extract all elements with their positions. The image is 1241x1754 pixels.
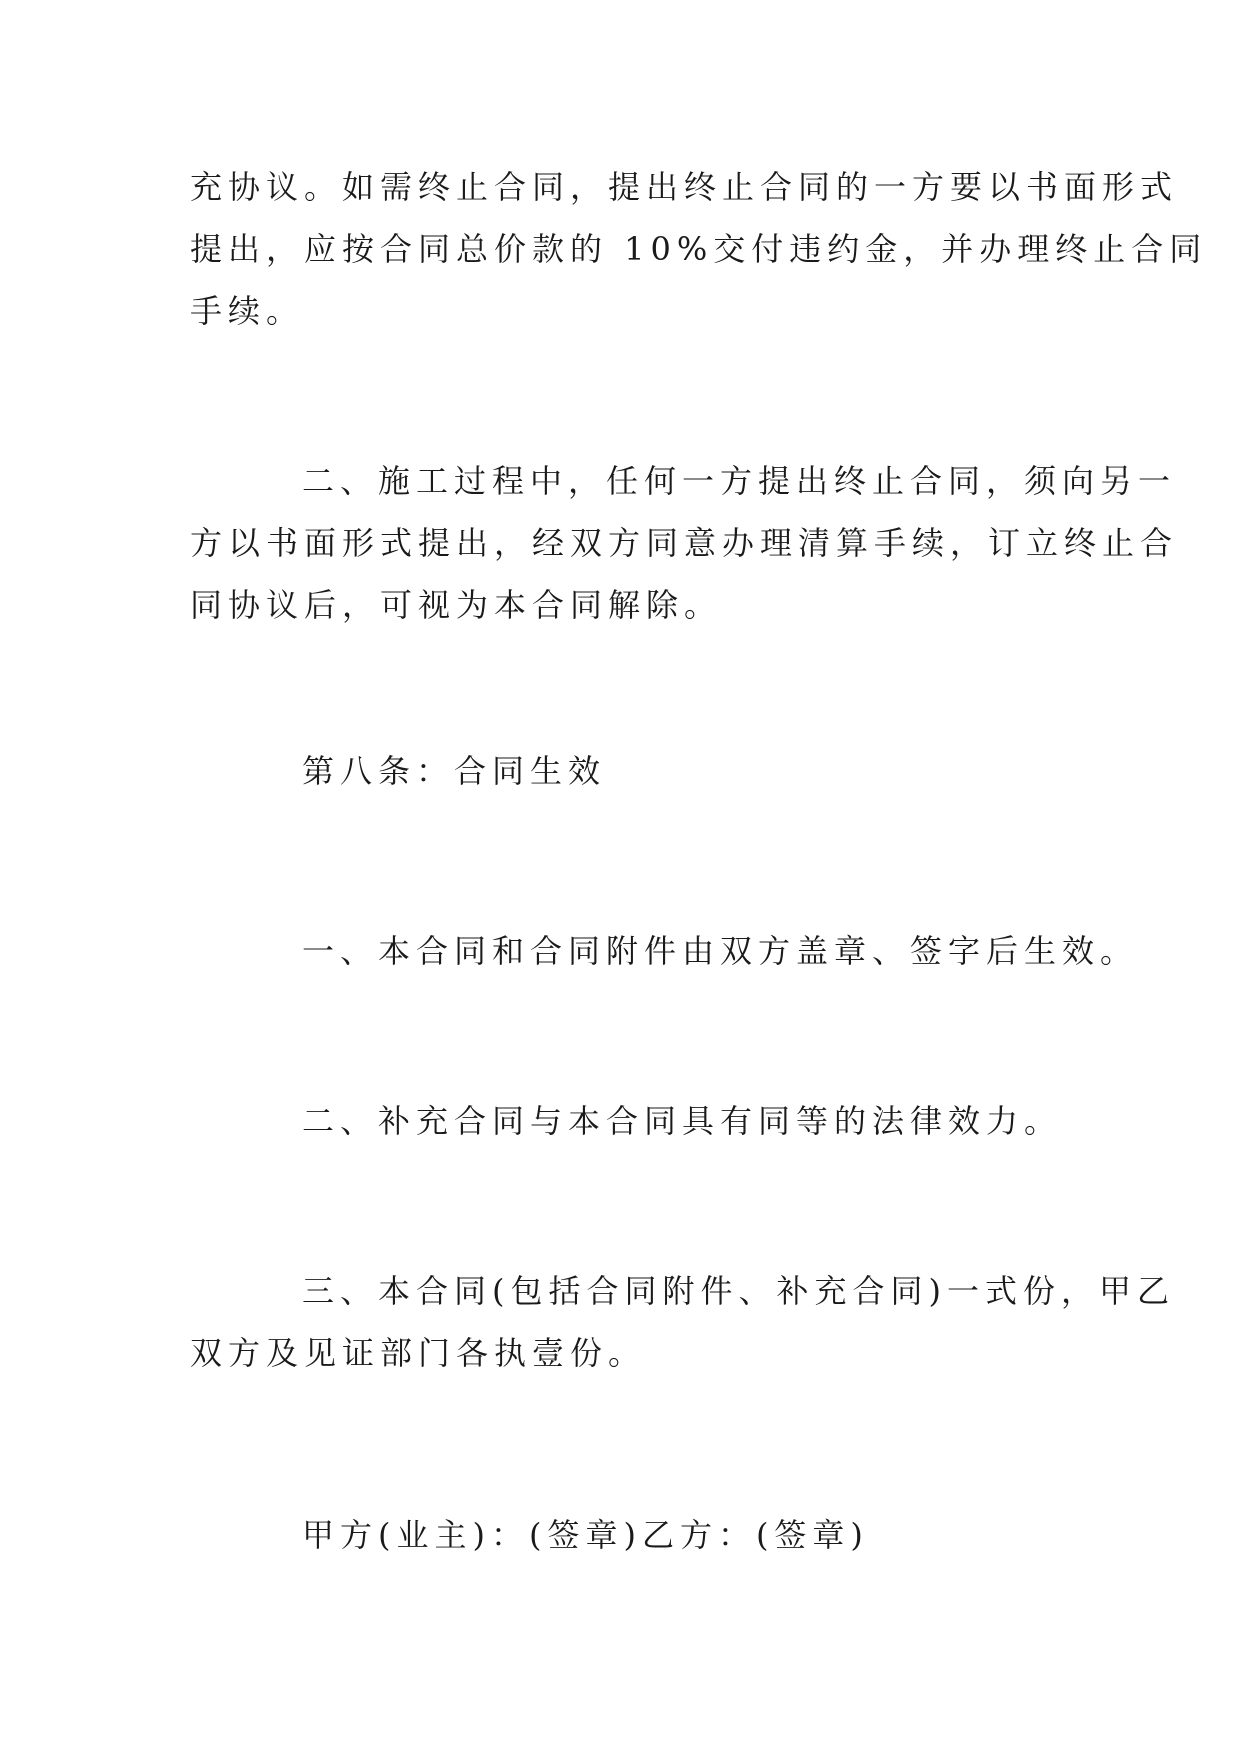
paragraph-clause-one-effect — [190, 920, 1139, 982]
text-line: 一、本合同和合同附件由双方盖章、签字后生效。 — [302, 932, 1139, 970]
text-line: 甲方(业主)：(签章)乙方：(签章) — [302, 1516, 869, 1554]
text-line: 同协议后，可视为本合同解除。 — [190, 586, 723, 624]
paragraph-clause-two-termination — [190, 450, 1179, 636]
text-line: 方以书面形式提出，经双方同意办理清算手续，订立终止合 — [190, 524, 1179, 562]
paragraph-clause-three-copies — [190, 1260, 1175, 1384]
text-line: 充协议。如需终止合同，提出终止合同的一方要以书面形式 — [190, 168, 1179, 206]
text-line: 二、补充合同与本合同具有同等的法律效力。 — [302, 1102, 1063, 1140]
article-eight-heading — [190, 740, 1060, 802]
paragraph-clause-two-supplement — [190, 1090, 1063, 1152]
paragraph-termination-continued — [190, 156, 1208, 342]
text-line: 二、施工过程中，任何一方提出终止合同，须向另一 — [302, 462, 1177, 500]
text-line: 提出，应按合同总价款的 10%交付违约金，并办理终止合同 — [190, 230, 1208, 268]
text-line: 三、本合同(包括合同附件、补充合同)一式份，甲乙 — [302, 1272, 1175, 1310]
text-line: 双方及见证部门各执壹份。 — [190, 1334, 647, 1372]
text-line: 第八条：合同生效 — [302, 752, 607, 790]
text-line: 手续。 — [190, 292, 305, 330]
signature-line — [190, 1504, 1060, 1566]
